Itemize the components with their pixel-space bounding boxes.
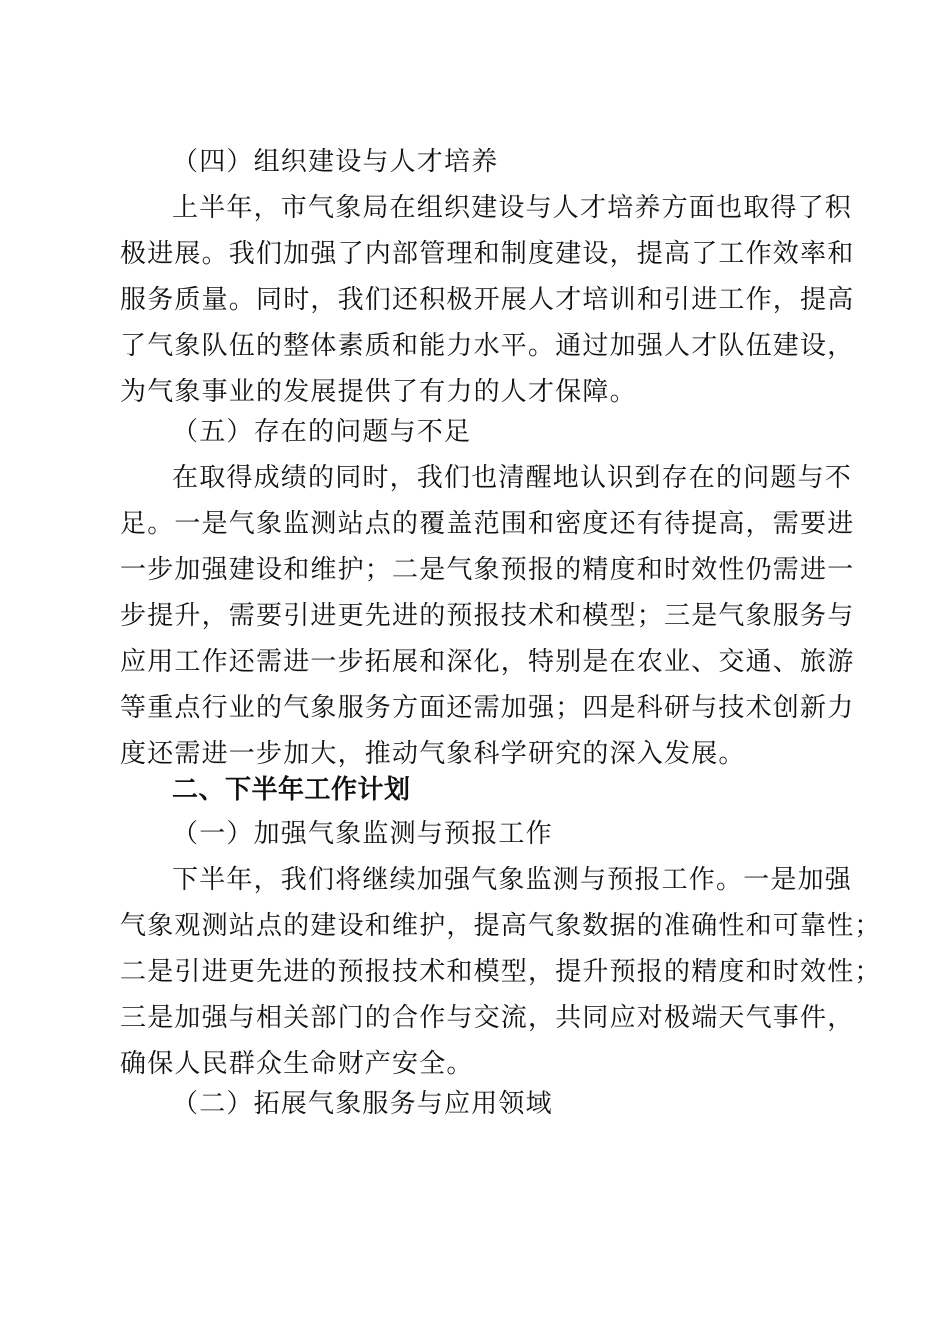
subsection-heading-2: （二）拓展气象服务与应用领域 <box>172 1089 553 1119</box>
paragraph-line: 一步加强建设和维护；二是气象预报的精度和时效性仍需进一 <box>120 555 855 585</box>
section-heading-5: （五）存在的问题与不足 <box>172 417 472 447</box>
paragraph-line: 度还需进一步加大，推动气象科学研究的深入发展。 <box>120 739 746 769</box>
paragraph-line: 服务质量。同时，我们还积极开展人才培训和引进工作，提高 <box>120 285 855 315</box>
paragraph-line: 步提升，需要引进更先进的预报技术和模型；三是气象服务与 <box>120 601 855 631</box>
subsection-heading-1: （一）加强气象监测与预报工作 <box>172 819 553 849</box>
paragraph-line: 等重点行业的气象服务方面还需加强；四是科研与技术创新力 <box>120 693 855 723</box>
paragraph-line: 下半年，我们将继续加强气象监测与预报工作。一是加强 <box>172 865 853 895</box>
paragraph-line: 了气象队伍的整体素质和能力水平。通过加强人才队伍建设， <box>120 331 855 361</box>
paragraph-line: 三是加强与相关部门的合作与交流，共同应对极端天气事件， <box>120 1003 855 1033</box>
paragraph-line: 足。一是气象监测站点的覆盖范围和密度还有待提高，需要进 <box>120 509 855 539</box>
paragraph-line: 在取得成绩的同时，我们也清醒地认识到存在的问题与不 <box>172 463 853 493</box>
paragraph-line: 二是引进更先进的预报技术和模型，提升预报的精度和时效性； <box>120 957 882 987</box>
paragraph-line: 极进展。我们加强了内部管理和制度建设，提高了工作效率和 <box>120 239 855 269</box>
paragraph-line: 上半年，市气象局在组织建设与人才培养方面也取得了积 <box>172 193 853 223</box>
paragraph-line: 应用工作还需进一步拓展和深化，特别是在农业、交通、旅游 <box>120 647 855 677</box>
part-heading-2: 二、下半年工作计划 <box>172 775 411 805</box>
section-heading-4: （四）组织建设与人才培养 <box>172 147 499 177</box>
paragraph-line: 为气象事业的发展提供了有力的人才保障。 <box>120 377 637 407</box>
paragraph-line: 确保人民群众生命财产安全。 <box>120 1049 474 1079</box>
paragraph-line: 气象观测站点的建设和维护，提高气象数据的准确性和可靠性； <box>120 911 882 941</box>
